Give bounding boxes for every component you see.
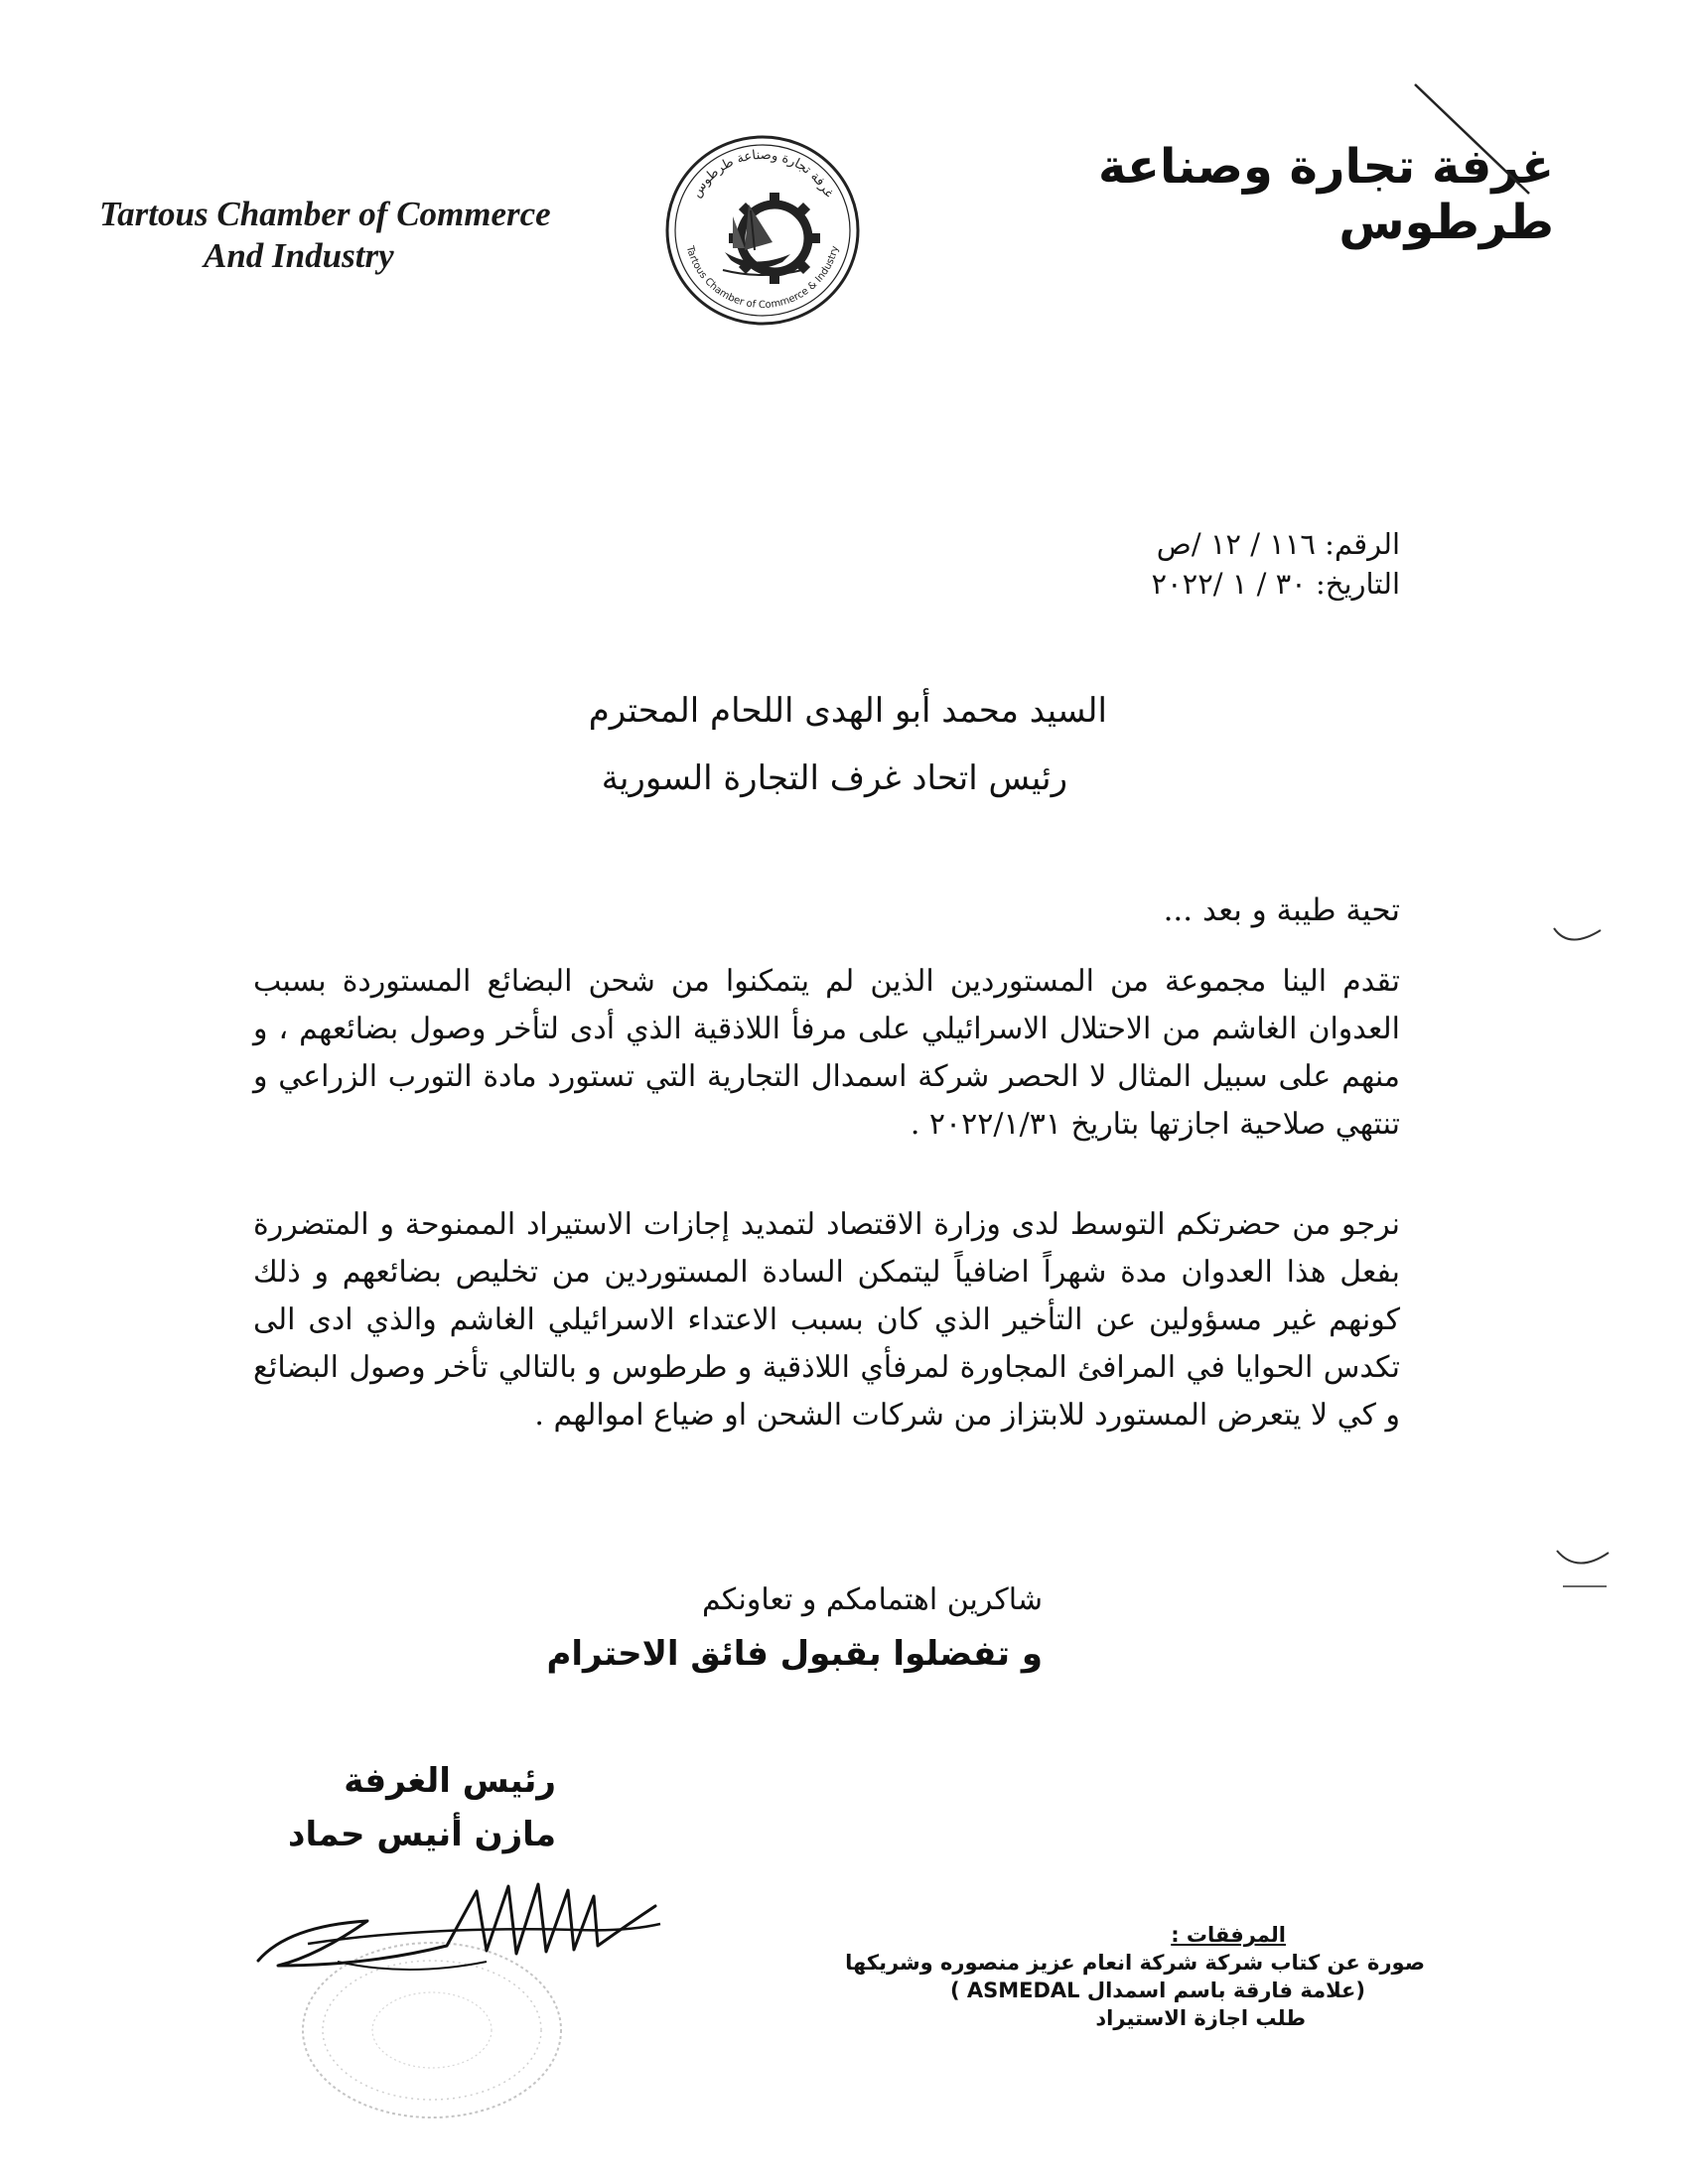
- attachment-item: طلب اجازة الاستيراد: [1095, 2006, 1306, 2030]
- attachments-block: [730, 1921, 1425, 2032]
- org-name-en-line1: Tartous Chamber of Commerce: [99, 195, 551, 233]
- logo-ring-ar: غرفة تجارة وصناعة طرطوس: [688, 147, 837, 201]
- org-name-en-line2: And Industry: [204, 236, 394, 275]
- body-paragraph-1: تقدم الينا مجموعة من المستوردين الذين لم يتمكنوا من شحن البضائع المستوردة بسبب العدوان الغاشم من الاحتلال الاسرائيلي على مرفأ اللاذقية الذي أدى لتأخر وصول بضائعهم ، و منهم على سبيل المثال لا الحصر شركة اسمدال التجارية التي تستورد مادة التورب الزراعي و تنتهي صلاحية اجازتها بتاريخ ٢٠٢٢/١/٣١ .: [253, 964, 1400, 1142]
- signatory-title: رئيس الغرفة: [344, 1761, 556, 1801]
- reference-block: [804, 524, 1400, 604]
- margin-mark: [1549, 1539, 1618, 1598]
- org-name-en: [99, 194, 655, 277]
- attachments-heading: المرفقات :: [1171, 1923, 1286, 1947]
- margin-mark: [1549, 918, 1609, 958]
- signatory-name: مازن أنيس حماد: [288, 1815, 556, 1854]
- signature-block: [159, 1757, 556, 1858]
- chamber-logo: [663, 131, 862, 330]
- addressee-title: رئيس اتحاد غرف التجارة السورية: [601, 758, 1067, 798]
- svg-text:Tartous Chamber of Commerce &: [684, 244, 842, 311]
- svg-text:غرفة تجارة وصناعة طرطوس: [689, 148, 836, 201]
- addressee-block: [313, 685, 1107, 804]
- body-paragraph-2: نرجو من حضرتكم التوسط لدى وزارة الاقتصاد لتمديد إجازات الاستيراد الممنوحة و المتضررة بفعل هذا العدوان مدة شهراً اضافياً ليتمكن السادة المستوردين من تخليص بضائعهم و ذلك كونهم غير مسؤولين عن التأخير الذي كان بسبب الاعتداء الاسرائيلي الغاشم والذي ادى الى تكدس الحوايا في المرافئ المجاورة لمرفأي اللاذقية و طرطوس و بالتالي تأخر وصول البضائع و كي لا يتعرض المستورد للابتزاز من شركات الشحن او ضياع اموالهم .: [253, 1207, 1400, 1433]
- handwritten-signature: [248, 1866, 665, 1985]
- org-name-ar: غرفة تجارة وصناعة طرطوس: [1098, 139, 1554, 250]
- closing-line: و تفضلوا بقبول فائق الاحترام: [546, 1634, 1043, 1674]
- corner-stroke: [1410, 79, 1539, 199]
- attachment-item: صورة عن كتاب شركة شركة انعام عزيز منصوره وشريكها: [845, 1951, 1425, 1975]
- attachment-item: (علامة فارقة باسم اسمدال ASMEDAL ): [949, 1979, 1365, 2002]
- greeting: تحية طيبة و بعد ...: [1163, 892, 1400, 928]
- reference-date: التاريخ: ٣٠ / ١ /٢٠٢٢: [1151, 567, 1400, 601]
- thanks-line: شاكرين اهتمامكم و تعاونكم: [701, 1582, 1043, 1617]
- reference-number: الرقم: ١١٦ / ١٢ /ص: [1156, 527, 1400, 561]
- logo-ring-en: Tartous Chamber of Commerce & Industry: [683, 244, 842, 312]
- addressee-name: السيد محمد أبو الهدى اللحام المحترم: [588, 691, 1107, 731]
